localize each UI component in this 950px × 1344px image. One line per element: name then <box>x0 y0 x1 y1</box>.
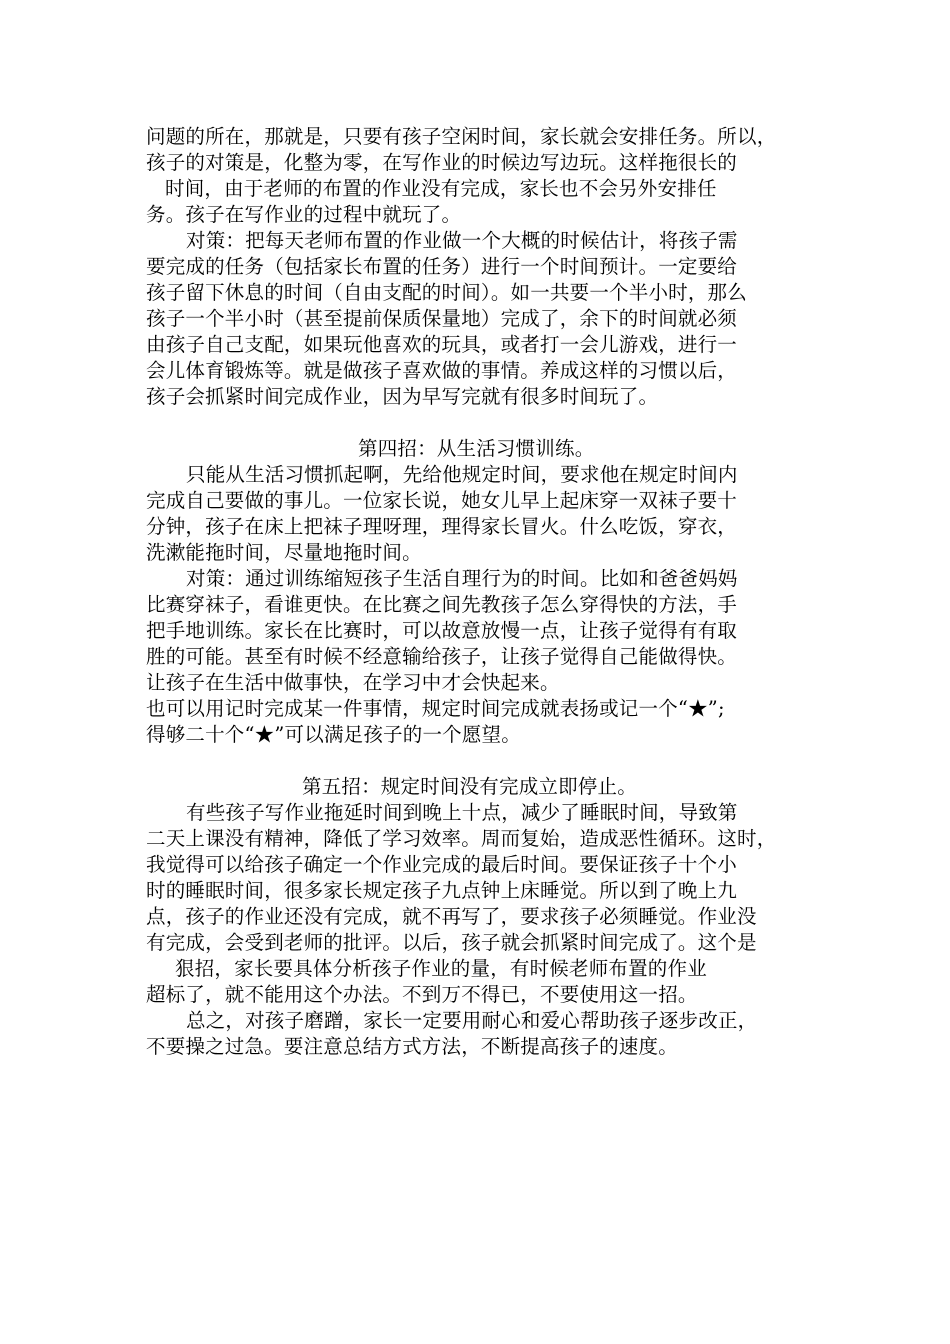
text-line: 超标了，就不能用这个办法。不到万不得已，不要使用这一招。 <box>146 983 698 1006</box>
section-heading: 第五招：规定时间没有完成立即停止。 <box>302 775 637 798</box>
text-line: 洗漱能拖时间，尽量地拖时间。 <box>146 541 422 564</box>
text-line: 让孩子在生活中做事快，在学习中才会快起来。 <box>146 671 560 694</box>
text-line: 会儿体育锻炼等。就是做孩子喜欢做的事情。养成这样的习惯以后， <box>146 359 738 382</box>
text-line: 孩子留下休息的时间（自由支配的时间）。如一共要一个半小时，那么 <box>146 281 747 304</box>
text-line: 把手地训练。家长在比赛时，可以故意放慢一点，让孩子觉得有有取 <box>146 619 738 642</box>
text-line: 对策：把每天老师布置的作业做一个大概的时候估计，将孩子需 <box>186 229 738 252</box>
text-line: 胜的可能。甚至有时候不经意输给孩子，让孩子觉得自己能做得快。 <box>146 645 738 668</box>
text-line: 点，孩子的作业还没有完成，就不再写了，要求孩子必须睡觉。作业没 <box>146 905 757 928</box>
text-line: 分钟，孩子在床上把袜子理呀理，理得家长冒火。什么吃饭，穿衣， <box>146 515 738 538</box>
text-line: 比赛穿袜子，看谁更快。在比赛之间先教孩子怎么穿得快的方法，手 <box>146 593 738 616</box>
text-line: 要完成的任务（包括家长布置的任务）进行一个时间预计。一定要给 <box>146 255 738 278</box>
text-line: 也可以用记时完成某一件事情，规定时间完成就表扬或记一个“★”; <box>146 697 725 720</box>
text-line: 不要操之过急。要注意总结方式方法，不断提高孩子的速度。 <box>146 1035 678 1058</box>
text-line: 孩子的对策是，化整为零，在写作业的时候边写边玩。这样拖很长的 <box>146 151 738 174</box>
text-line: 只能从生活习惯抓起啊，先给他规定时间，要求他在规定时间内 <box>186 463 738 486</box>
text-line: 狠招，家长要具体分析孩子作业的量，有时候老师布置的作业 <box>175 957 707 980</box>
text-line: 务。孩子在写作业的过程中就玩了。 <box>146 203 462 226</box>
section-heading: 第四招：从生活习惯训练。 <box>358 437 595 460</box>
text-line: 有些孩子写作业拖延时间到晚上十点，减少了睡眠时间，导致第 <box>186 801 738 824</box>
text-line: 得够二十个“★”可以满足孩子的一个愿望。 <box>146 723 521 746</box>
text-line: 时间，由于老师的布置的作业没有完成，家长也不会另外安排任 <box>165 177 717 200</box>
text-line: 孩子会抓紧时间完成作业，因为早写完就有很多时间玩了。 <box>146 385 659 408</box>
text-line: 完成自己要做的事儿。一位家长说，她女儿早上起床穿一双袜子要十 <box>146 489 738 512</box>
text-line: 二天上课没有精神，降低了学习效率。周而复始，造成恶性循环。这时， <box>146 827 777 850</box>
text-line: 时的睡眠时间，很多家长规定孩子九点钟上床睡觉。所以到了晚上九 <box>146 879 738 902</box>
text-line: 总之，对孩子磨蹭，家长一定要用耐心和爱心帮助孩子逐步改正， <box>186 1009 758 1032</box>
text-line: 问题的所在，那就是，只要有孩子空闲时间，家长就会安排任务。所以， <box>146 125 777 148</box>
text-line: 有完成，会受到老师的批评。以后，孩子就会抓紧时间完成了。这个是 <box>146 931 757 954</box>
text-line: 由孩子自己支配，如果玩他喜欢的玩具，或者打一会儿游戏，进行一 <box>146 333 738 356</box>
text-line: 孩子一个半小时（甚至提前保质保量地）完成了，余下的时间就必须 <box>146 307 738 330</box>
text-line: 对策：通过训练缩短孩子生活自理行为的时间。比如和爸爸妈妈 <box>186 567 738 590</box>
text-line: 我觉得可以给孩子确定一个作业完成的最后时间。要保证孩子十个小 <box>146 853 738 876</box>
